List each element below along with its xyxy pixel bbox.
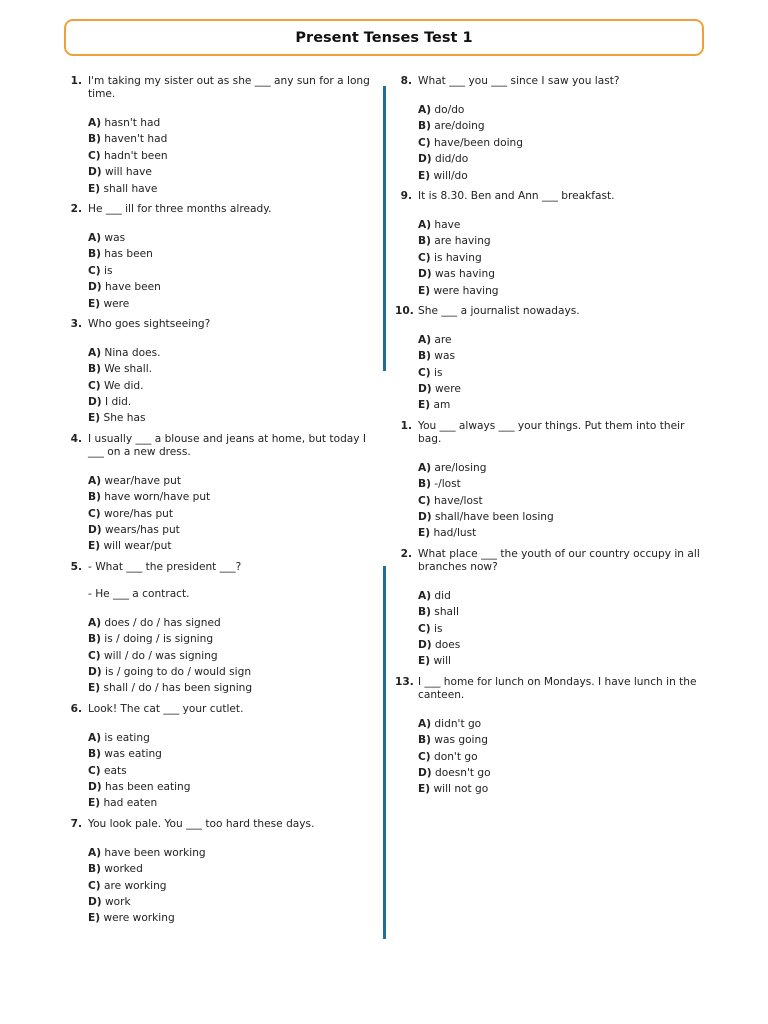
answer-options xyxy=(88,730,378,812)
answer-option[interactable] xyxy=(418,266,711,282)
answer-option[interactable] xyxy=(88,680,378,696)
question-number: 13. xyxy=(395,675,414,688)
question-number: 6. xyxy=(70,702,82,715)
answer-option[interactable] xyxy=(418,637,711,653)
answer-option[interactable] xyxy=(88,279,378,295)
option-text: has been eating xyxy=(105,780,191,793)
answer-option[interactable] xyxy=(88,410,378,426)
answer-options xyxy=(88,615,378,697)
option-text: does / do / has signed xyxy=(104,616,221,629)
answer-option[interactable] xyxy=(418,525,711,541)
option-text: work xyxy=(105,895,131,908)
question-number: 9. xyxy=(400,189,412,202)
option-letter: D) xyxy=(418,153,432,166)
answer-option[interactable] xyxy=(418,460,711,476)
option-letter: E) xyxy=(88,540,101,553)
option-text: are/losing xyxy=(434,461,487,474)
option-letter: E) xyxy=(88,682,101,695)
question-text: She ___ a journalist nowadays. xyxy=(418,304,580,317)
page-title: Present Tenses Test 1 xyxy=(295,29,473,46)
option-letter: A) xyxy=(418,589,432,602)
answer-option[interactable] xyxy=(88,296,378,312)
answer-option[interactable] xyxy=(418,476,711,492)
answer-option[interactable] xyxy=(418,397,711,413)
option-letter: D) xyxy=(418,511,432,524)
option-text: is having xyxy=(434,251,482,264)
option-text: were xyxy=(435,383,461,396)
answer-option[interactable] xyxy=(88,148,378,164)
option-letter: C) xyxy=(418,366,431,379)
option-text: were xyxy=(103,297,130,310)
option-letter: C) xyxy=(88,149,101,162)
option-letter: E) xyxy=(418,169,431,182)
answer-options xyxy=(418,716,711,798)
option-text: are working xyxy=(104,879,167,892)
option-letter: C) xyxy=(418,251,431,264)
option-letter: C) xyxy=(418,622,431,635)
answer-options xyxy=(88,230,378,312)
answer-option[interactable] xyxy=(88,746,378,762)
option-text: are/doing xyxy=(434,120,485,133)
answer-option[interactable] xyxy=(418,168,711,184)
question-number: 1. xyxy=(70,75,82,87)
answer-option[interactable] xyxy=(418,493,711,509)
option-letter: C) xyxy=(88,879,101,892)
option-text: don't go xyxy=(434,750,478,763)
option-text: hasn't had xyxy=(104,117,161,129)
option-letter: D) xyxy=(418,638,432,651)
option-text: was xyxy=(434,350,455,363)
question-text: What place ___ the youth of our country occupy in all branches now? xyxy=(418,547,700,573)
answer-option[interactable] xyxy=(418,118,711,134)
option-text: hadn't been xyxy=(104,149,168,162)
option-letter: A) xyxy=(88,616,102,629)
option-text: wore/has put xyxy=(104,507,174,520)
answer-option[interactable] xyxy=(88,361,378,377)
option-letter: C) xyxy=(88,379,101,392)
answer-option[interactable] xyxy=(88,115,378,131)
option-text: is xyxy=(104,264,113,277)
answer-option[interactable] xyxy=(88,538,378,554)
question-number: 8. xyxy=(400,75,412,87)
option-letter: B) xyxy=(418,478,431,491)
question xyxy=(64,818,378,933)
option-letter: E) xyxy=(418,783,431,796)
option-letter: D) xyxy=(88,780,102,793)
option-text: did/do xyxy=(435,153,469,166)
option-text: Nina does. xyxy=(104,346,161,359)
option-text: doesn't go xyxy=(435,766,491,779)
question-text: I usually ___ a blouse and jeans at home, but today I ___ on a new dress. xyxy=(88,432,367,458)
option-letter: B) xyxy=(88,748,101,761)
answer-options xyxy=(88,115,378,197)
answer-option[interactable] xyxy=(418,233,711,249)
option-text: eats xyxy=(104,764,127,777)
answer-option[interactable] xyxy=(88,345,378,361)
question-text: What ___ you ___ since I saw you last? xyxy=(418,75,620,87)
option-text: are having xyxy=(434,235,491,248)
option-text: was eating xyxy=(104,748,162,761)
answer-option[interactable] xyxy=(418,250,711,266)
right-column xyxy=(395,75,711,804)
option-text: shall have xyxy=(103,182,158,195)
option-letter: A) xyxy=(88,117,102,129)
option-text: We did. xyxy=(104,379,144,392)
answer-option[interactable] xyxy=(88,506,378,522)
answer-option[interactable] xyxy=(88,473,378,489)
option-letter: D) xyxy=(88,166,102,179)
answer-options xyxy=(418,102,711,184)
option-text: wear/have put xyxy=(104,474,181,487)
question xyxy=(395,420,711,548)
question-text: Look! The cat ___ your cutlet. xyxy=(88,702,244,715)
option-letter: B) xyxy=(88,363,101,376)
option-text: have/been doing xyxy=(434,136,523,149)
option-text: will/do xyxy=(433,169,468,182)
option-text: did xyxy=(434,589,451,602)
option-text: was having xyxy=(435,268,495,281)
option-text: had eaten xyxy=(103,797,158,810)
answer-option[interactable] xyxy=(418,732,711,748)
option-letter: C) xyxy=(418,750,431,763)
option-text: worked xyxy=(104,863,143,876)
question xyxy=(395,676,711,804)
answer-option[interactable] xyxy=(88,664,378,680)
question-text: I ___ home for lunch on Mondays. I have lunch in the canteen. xyxy=(418,675,697,701)
option-text: is / going to do / would sign xyxy=(105,665,252,678)
option-letter: C) xyxy=(418,494,431,507)
option-letter: C) xyxy=(88,507,101,520)
option-letter: C) xyxy=(88,764,101,777)
answer-option[interactable] xyxy=(88,522,378,538)
answer-option[interactable] xyxy=(88,246,378,262)
question-number: 3. xyxy=(70,317,82,330)
answer-option[interactable] xyxy=(88,131,378,147)
option-text: have been working xyxy=(104,846,206,859)
option-text: does xyxy=(435,638,461,651)
option-letter: D) xyxy=(418,766,432,779)
option-text: wears/has put xyxy=(105,524,180,537)
option-text: was xyxy=(104,231,126,244)
option-letter: E) xyxy=(418,399,431,412)
option-letter: D) xyxy=(88,396,102,409)
option-text: has been xyxy=(104,248,153,261)
option-letter: A) xyxy=(88,846,102,859)
option-text: is xyxy=(434,366,443,379)
option-text: have been xyxy=(105,281,161,294)
option-letter: A) xyxy=(418,333,432,346)
answer-option[interactable] xyxy=(418,151,711,167)
option-letter: C) xyxy=(88,264,101,277)
option-letter: B) xyxy=(418,350,431,363)
option-letter: C) xyxy=(88,649,101,662)
answer-option[interactable] xyxy=(88,230,378,246)
answer-option[interactable] xyxy=(418,653,711,669)
option-letter: A) xyxy=(418,104,432,116)
option-letter: B) xyxy=(88,863,101,876)
question xyxy=(64,203,378,318)
answer-option[interactable] xyxy=(88,779,378,795)
option-letter: A) xyxy=(88,231,102,244)
option-letter: E) xyxy=(88,297,101,310)
option-text: will wear/put xyxy=(103,540,172,553)
option-text: will have xyxy=(105,166,152,179)
option-letter: E) xyxy=(88,912,101,925)
left-column xyxy=(64,75,378,933)
question xyxy=(64,703,378,818)
option-letter: D) xyxy=(418,383,432,396)
answer-option[interactable] xyxy=(418,604,711,620)
answer-option[interactable] xyxy=(418,348,711,364)
question-text: He ___ ill for three months already. xyxy=(88,202,272,215)
option-letter: C) xyxy=(418,136,431,149)
option-letter: E) xyxy=(418,655,431,668)
question-number: 4. xyxy=(70,432,82,445)
question xyxy=(64,561,378,703)
option-text: -/lost xyxy=(434,478,461,491)
option-letter: E) xyxy=(418,527,431,540)
answer-option[interactable] xyxy=(88,894,378,910)
option-text: shall / do / has been signing xyxy=(103,682,253,695)
answer-option[interactable] xyxy=(88,861,378,877)
option-letter: A) xyxy=(418,461,432,474)
option-text: am xyxy=(433,399,451,412)
question-number: 1. xyxy=(400,419,412,432)
question-number: 5. xyxy=(70,560,82,573)
answer-option[interactable] xyxy=(418,217,711,233)
option-text: have/lost xyxy=(434,494,483,507)
option-letter: B) xyxy=(88,491,101,504)
answer-option[interactable] xyxy=(88,263,378,279)
option-text: I did. xyxy=(105,396,132,409)
option-letter: E) xyxy=(418,284,431,297)
answer-option[interactable] xyxy=(88,730,378,746)
answer-option[interactable] xyxy=(88,631,378,647)
option-text: were having xyxy=(433,284,499,297)
option-letter: D) xyxy=(88,895,102,908)
option-letter: D) xyxy=(88,524,102,537)
option-text: will not go xyxy=(433,783,489,796)
answer-option[interactable] xyxy=(418,283,711,299)
option-letter: A) xyxy=(88,474,102,487)
option-letter: B) xyxy=(418,120,431,133)
option-letter: D) xyxy=(418,268,432,281)
option-text: We shall. xyxy=(104,363,153,376)
answer-options xyxy=(88,473,378,555)
option-text: She has xyxy=(103,412,146,425)
answer-option[interactable] xyxy=(88,164,378,180)
option-text: haven't had xyxy=(104,133,168,146)
option-letter: E) xyxy=(88,797,101,810)
answer-option[interactable] xyxy=(88,910,378,926)
answer-options xyxy=(88,845,378,927)
answer-option[interactable] xyxy=(418,332,711,348)
option-letter: A) xyxy=(418,218,432,231)
question xyxy=(395,190,711,305)
option-letter: B) xyxy=(88,248,101,261)
answer-options xyxy=(88,345,378,427)
option-letter: A) xyxy=(418,717,432,730)
answer-option[interactable] xyxy=(88,394,378,410)
answer-option[interactable] xyxy=(88,615,378,631)
answer-option[interactable] xyxy=(88,845,378,861)
option-text: are xyxy=(434,333,452,346)
question xyxy=(64,433,378,561)
option-letter: E) xyxy=(88,412,101,425)
answer-option[interactable] xyxy=(418,781,711,797)
answer-option[interactable] xyxy=(88,795,378,811)
question-text-continued: - He ___ a contract. xyxy=(88,587,190,600)
answer-options xyxy=(418,217,711,299)
question-number: 10. xyxy=(395,304,414,317)
option-letter: B) xyxy=(88,133,101,146)
option-letter: E) xyxy=(88,182,101,195)
column-divider-top xyxy=(383,86,386,371)
answer-option[interactable] xyxy=(418,135,711,151)
question-number: 2. xyxy=(400,547,412,560)
option-text: have xyxy=(434,218,461,231)
question xyxy=(64,75,378,203)
option-text: shall/have been losing xyxy=(435,511,554,524)
option-text: do/do xyxy=(434,104,465,116)
answer-option[interactable] xyxy=(88,378,378,394)
answer-options xyxy=(418,332,711,414)
question xyxy=(395,75,711,190)
option-text: is / doing / is signing xyxy=(104,633,214,646)
answer-option[interactable] xyxy=(88,763,378,779)
option-letter: B) xyxy=(418,734,431,747)
answer-option[interactable] xyxy=(418,588,711,604)
question-number: 2. xyxy=(70,202,82,215)
option-letter: D) xyxy=(88,281,102,294)
option-text: will xyxy=(433,655,451,668)
option-letter: B) xyxy=(88,633,101,646)
answer-option[interactable] xyxy=(418,365,711,381)
option-letter: B) xyxy=(418,235,431,248)
option-text: didn't go xyxy=(434,717,482,730)
question-text: I'm taking my sister out as she ___ any sun for a long time. xyxy=(88,75,370,100)
answer-option[interactable] xyxy=(88,648,378,664)
answer-option[interactable] xyxy=(418,381,711,397)
question xyxy=(395,548,711,676)
question xyxy=(395,305,711,420)
question-text: It is 8.30. Ben and Ann ___ breakfast. xyxy=(418,189,615,202)
answer-option[interactable] xyxy=(88,489,378,505)
answer-option[interactable] xyxy=(88,878,378,894)
option-text: is xyxy=(434,622,443,635)
option-text: was going xyxy=(434,734,488,747)
option-text: shall xyxy=(434,606,459,619)
option-text: is eating xyxy=(104,731,150,744)
option-text: will / do / was signing xyxy=(104,649,218,662)
title-box xyxy=(64,19,704,56)
answer-option[interactable] xyxy=(418,621,711,637)
question-text: You look pale. You ___ too hard these days. xyxy=(88,817,315,830)
column-divider-bottom xyxy=(383,566,386,939)
option-text: had/lust xyxy=(433,527,477,540)
option-text: were working xyxy=(103,912,175,925)
answer-option[interactable] xyxy=(418,765,711,781)
option-text: have worn/have put xyxy=(104,491,211,504)
option-letter: A) xyxy=(88,346,102,359)
answer-option[interactable] xyxy=(418,509,711,525)
question-text: - What ___ the president ___? xyxy=(88,560,242,573)
option-letter: A) xyxy=(88,731,102,744)
answer-option[interactable] xyxy=(418,102,711,118)
question xyxy=(64,318,378,433)
answer-option[interactable] xyxy=(88,181,378,197)
answer-options xyxy=(418,588,711,670)
question-number: 7. xyxy=(70,817,82,830)
answer-options xyxy=(418,460,711,542)
question-text: You ___ always ___ your things. Put them into their bag. xyxy=(418,419,685,445)
option-letter: D) xyxy=(88,665,102,678)
question-text: Who goes sightseeing? xyxy=(88,317,211,330)
answer-option[interactable] xyxy=(418,749,711,765)
answer-option[interactable] xyxy=(418,716,711,732)
option-letter: B) xyxy=(418,606,431,619)
